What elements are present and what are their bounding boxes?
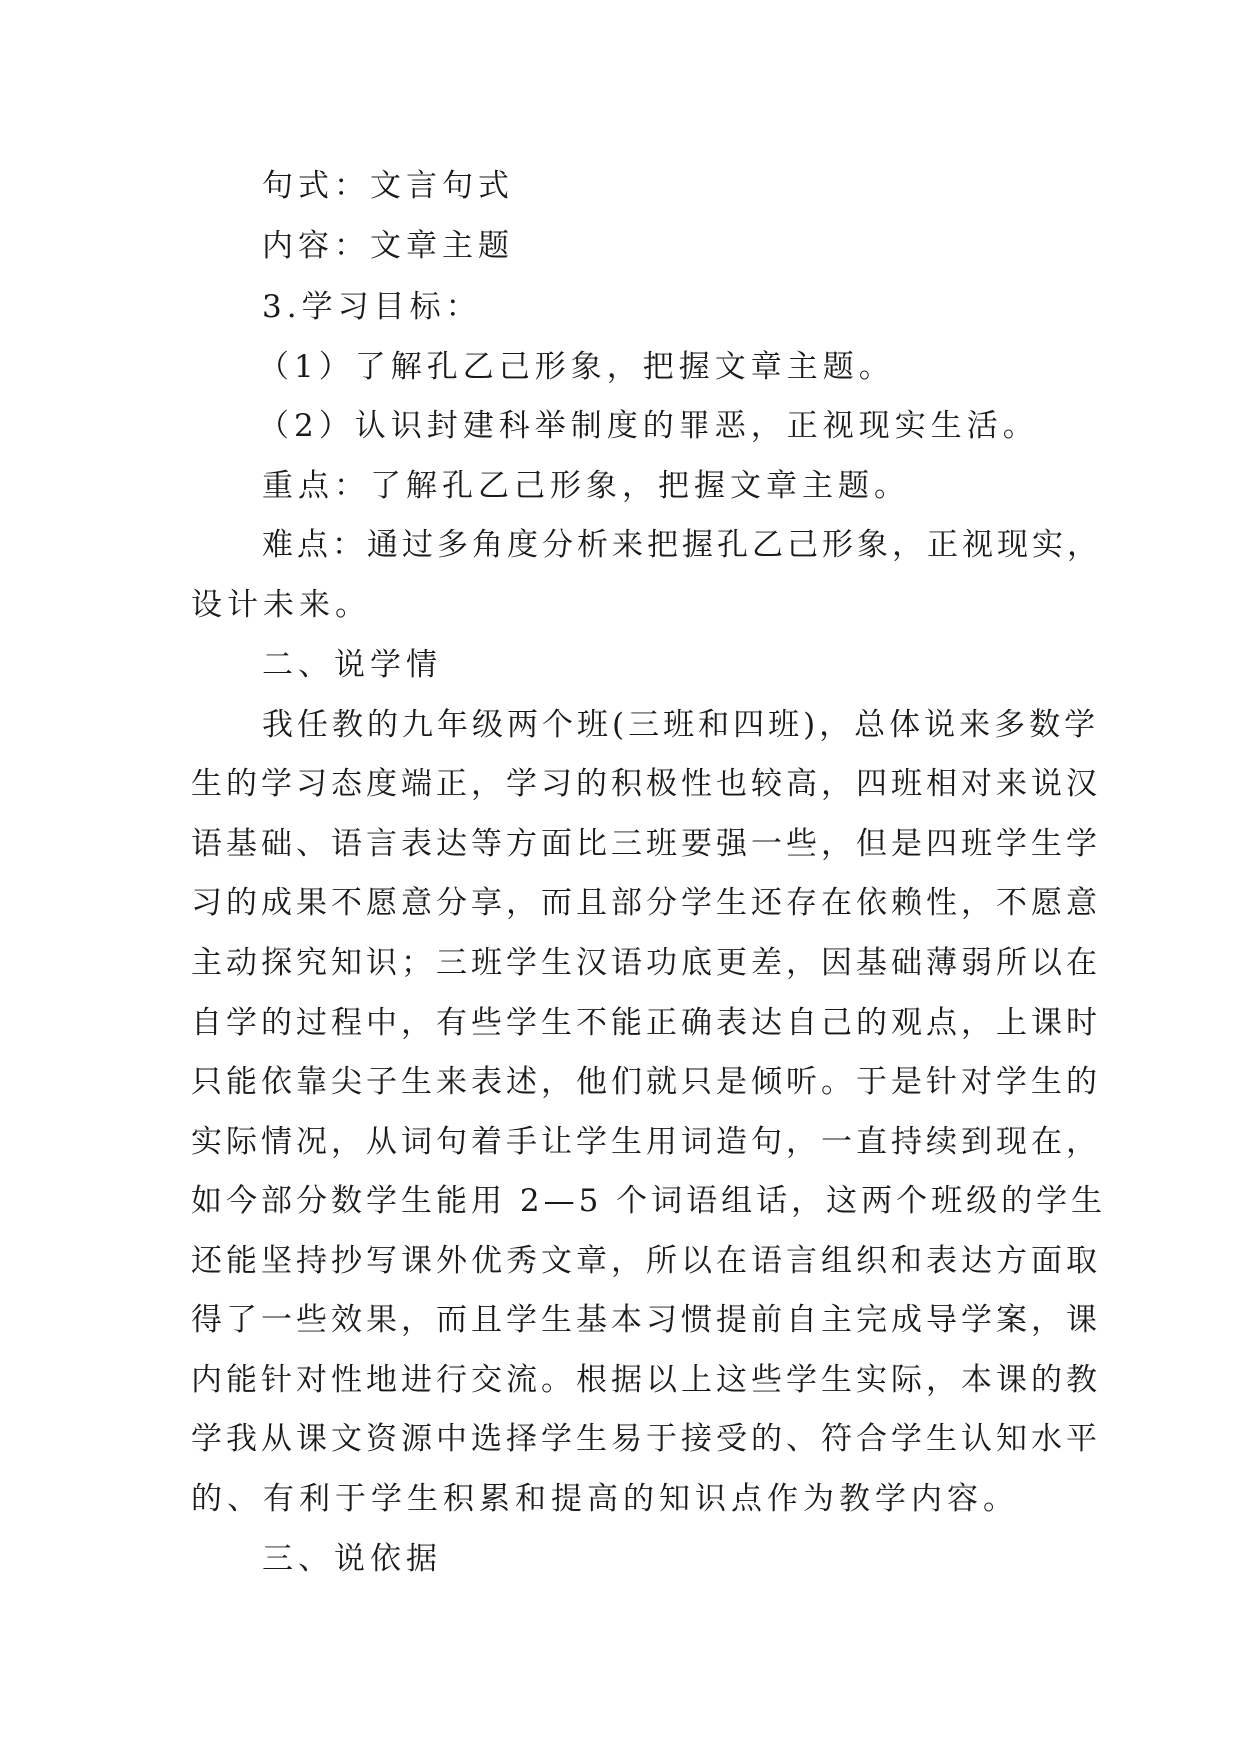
- text-line: 3.学习目标：: [262, 289, 482, 325]
- text-line: 学我从课文资源中选择学生易于接受的、符合学生认知水平: [191, 1421, 1101, 1457]
- text-line: 自学的过程中，有些学生不能正确表达自己的观点，上课时: [191, 1005, 1101, 1041]
- text-line: 重点：了解孔乙己形象，把握文章主题。: [262, 468, 910, 504]
- text-line: 生的学习态度端正，学习的积极性也较高，四班相对来说汉: [191, 766, 1101, 802]
- text-line: 内容：文章主题: [262, 228, 514, 264]
- text-line: 还能坚持抄写课外优秀文章，所以在语言组织和表达方面取: [191, 1243, 1101, 1279]
- text-line: 得了一些效果，而且学生基本习惯提前自主完成导学案，课: [191, 1302, 1101, 1338]
- text-line: 难点：通过多角度分析来把握孔乙己形象，正视现实，: [262, 527, 1102, 563]
- section-heading: 三、说依据: [262, 1541, 442, 1577]
- text-line: 内能针对性地进行交流。根据以上这些学生实际，本课的教: [191, 1362, 1101, 1398]
- text-line: 只能依靠尖子生来表述，他们就只是倾听。于是针对学生的: [191, 1064, 1101, 1100]
- text-line: 我任教的九年级两个班(三班和四班)，总体说来多数学: [262, 707, 1100, 743]
- text-line: 主动探究知识；三班学生汉语功底更差，因基础薄弱所以在: [191, 945, 1101, 981]
- text-line: 习的成果不愿意分享，而且部分学生还存在依赖性，不愿意: [191, 885, 1101, 921]
- text-line: 如今部分数学生能用 2—5 个词语组话，这两个班级的学生: [191, 1183, 1107, 1219]
- text-line: 语基础、语言表达等方面比三班要强一些，但是四班学生学: [191, 826, 1101, 862]
- text-line: （2）认识封建科举制度的罪恶，正视现实生活。: [258, 408, 1039, 444]
- text-line: 设计未来。: [191, 587, 371, 623]
- text-line: 句式：文言句式: [262, 168, 514, 204]
- text-line: 实际情况，从词句着手让学生用词造句，一直持续到现在，: [191, 1124, 1101, 1160]
- text-line: （1）了解孔乙己形象，把握文章主题。: [258, 349, 895, 385]
- section-heading: 二、说学情: [262, 647, 442, 683]
- text-line: 的、有利于学生积累和提高的知识点作为教学内容。: [191, 1481, 1019, 1517]
